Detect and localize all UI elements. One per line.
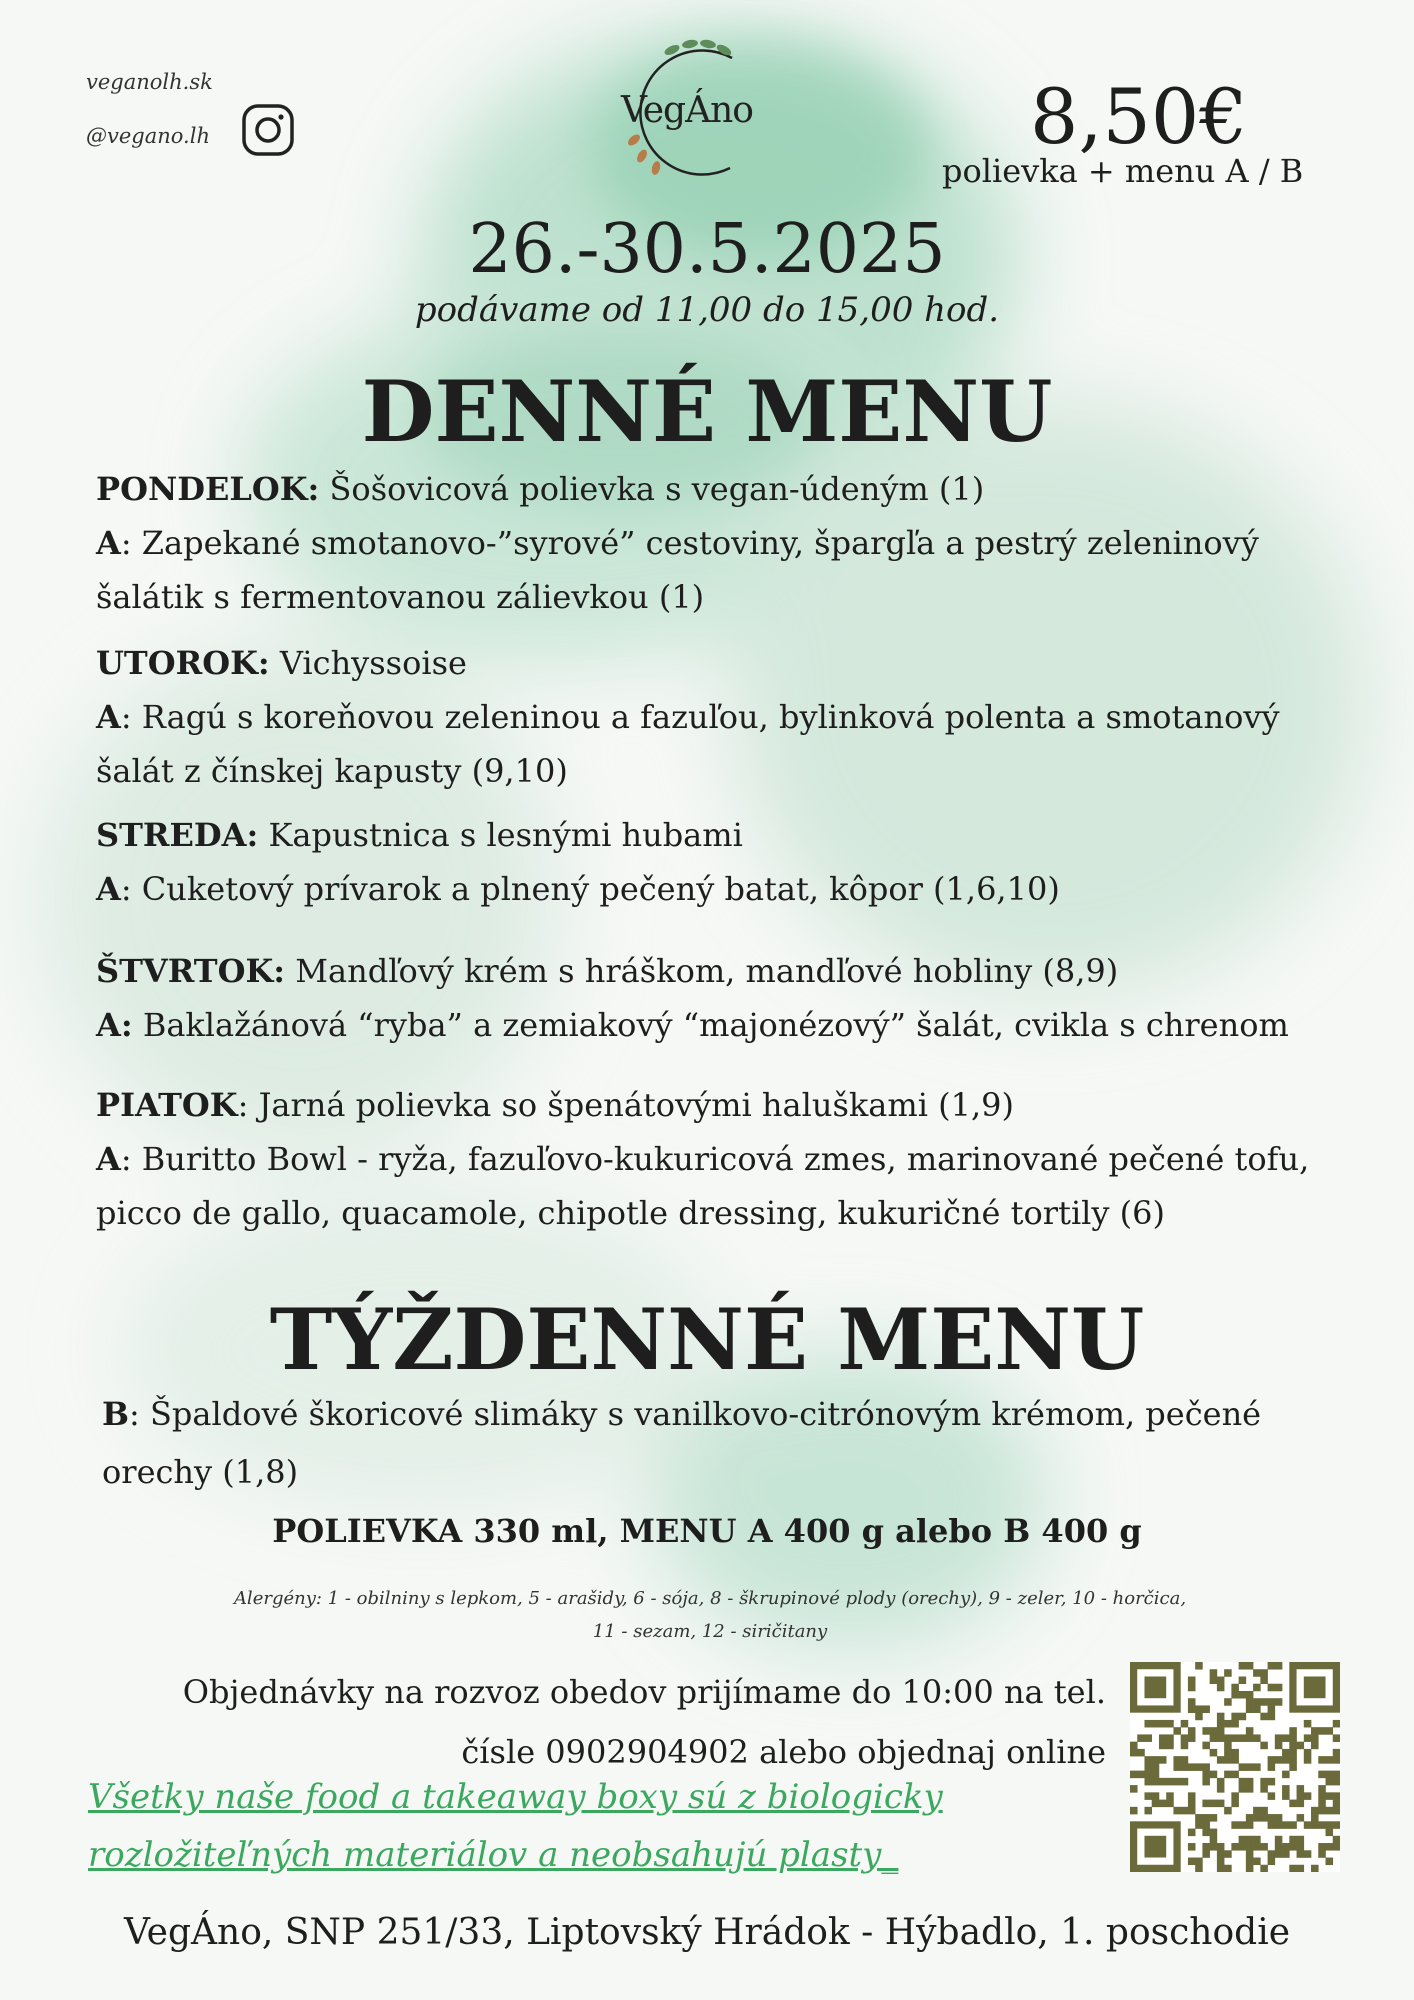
portion-sizes: POLIEVKA 330 ml, MENU A 400 g alebo B 400 g bbox=[272, 1512, 1142, 1550]
menu-a-text: : Ragú s koreňovou zeleninou a fazuľou, bylinková polenta a smotanový šalát z čínskej kapusty (9,10) bbox=[96, 698, 1280, 790]
soup-text: Šošovicová polievka s vegan-údeným (1) bbox=[319, 470, 985, 508]
day-friday bbox=[96, 1078, 1346, 1240]
allergens-line: 11 - sezam, 12 - siričitany bbox=[592, 1621, 828, 1642]
menu-a-label: A bbox=[96, 524, 121, 562]
menu-b-text: : Špaldové škoricové slimáky s vanilkovo-citrónovým krémom, pečené orechy (1,8) bbox=[102, 1395, 1262, 1491]
vegano-logo bbox=[612, 28, 762, 198]
orders-info bbox=[110, 1662, 1106, 1782]
instagram-handle[interactable]: @vegano.lh bbox=[86, 124, 210, 148]
soup-text: : Jarná polievka so špenátovými haluškami (1,9) bbox=[237, 1086, 1014, 1124]
soup-text: Vichyssoise bbox=[269, 644, 467, 682]
instagram-icon[interactable] bbox=[240, 102, 296, 158]
menu-b-label: B bbox=[102, 1395, 130, 1433]
qr-code[interactable] bbox=[1130, 1662, 1340, 1872]
day-label: PIATOK bbox=[96, 1086, 238, 1124]
price-note: polievka + menu A / B bbox=[942, 152, 1304, 190]
logo-text: VegÁno bbox=[621, 90, 753, 131]
menu-a-label: A bbox=[96, 1140, 121, 1178]
soup-text: Mandľový krém s hráškom, mandľové hobliny (8,9) bbox=[285, 952, 1119, 990]
orders-line: Objednávky na rozvoz obedov prijímame do 10:00 na tel. bbox=[182, 1673, 1106, 1711]
price: 8,50€ bbox=[1030, 72, 1248, 161]
eco-packaging-note[interactable] bbox=[88, 1768, 988, 1884]
day-tuesday bbox=[96, 636, 1346, 798]
menu-a-label: A bbox=[96, 698, 121, 736]
serving-hours: podávame od 11,00 do 15,00 hod. bbox=[414, 290, 1000, 330]
daily-menu-title: DENNÉ MENU bbox=[361, 362, 1053, 461]
menu-a-label: A bbox=[96, 870, 121, 908]
soup-text: Kapustnica s lesnými hubami bbox=[258, 816, 743, 854]
eco-line[interactable]: Všetky naše food a takeaway boxy sú z biologicky bbox=[88, 1777, 943, 1817]
menu-a-text: : Cuketový prívarok a plnený pečený batat, kôpor (1,6,10) bbox=[120, 870, 1060, 908]
eco-line[interactable]: rozložiteľných materiálov a neobsahujú plasty_ bbox=[88, 1835, 899, 1875]
day-thursday bbox=[96, 944, 1346, 1052]
weekly-menu-title: TÝŽDENNÉ MENU bbox=[269, 1290, 1145, 1389]
menu-a-text: : Zapekané smotanovo-”syrové” cestoviny, špargľa a pestrý zeleninový šalátik s fermentovanou zálievkou (1) bbox=[96, 524, 1259, 616]
website-text[interactable]: veganolh.sk bbox=[86, 70, 213, 94]
day-monday bbox=[96, 462, 1346, 624]
weekly-menu-item bbox=[102, 1385, 1342, 1501]
day-label: ŠTVRTOK: bbox=[96, 952, 286, 990]
allergens-note bbox=[120, 1582, 1300, 1648]
menu-a-text: : Buritto Bowl - ryža, fazuľovo-kukuricová zmes, marinované pečené tofu, picco de gallo, quacamole, chipotle dressing, kukuričné tortily (6) bbox=[96, 1140, 1310, 1232]
day-wednesday bbox=[96, 808, 1346, 916]
day-label: PONDELOK: bbox=[96, 470, 320, 508]
allergens-line: Alergény: 1 - obilniny s lepkom, 5 - arašidy, 6 - sója, 8 - škrupinové plody (orechy), 9 - zeler, 10 - horčica, bbox=[233, 1588, 1187, 1609]
orders-phone-line[interactable]: čísle 0902904902 alebo objednaj online bbox=[461, 1733, 1106, 1771]
menu-dates: 26.-30.5.2025 bbox=[468, 210, 946, 289]
menu-a-text: Baklažánová “ryba” a zemiakový “majonézový” šalát, cvikla s chrenom bbox=[132, 1006, 1289, 1044]
menu-a-label: A: bbox=[96, 1006, 133, 1044]
address: VegÁno, SNP 251/33, Liptovský Hrádok - Hýbadlo, 1. poschodie bbox=[123, 1912, 1291, 1953]
day-label: UTOROK: bbox=[96, 644, 270, 682]
day-label: STREDA: bbox=[96, 816, 259, 854]
